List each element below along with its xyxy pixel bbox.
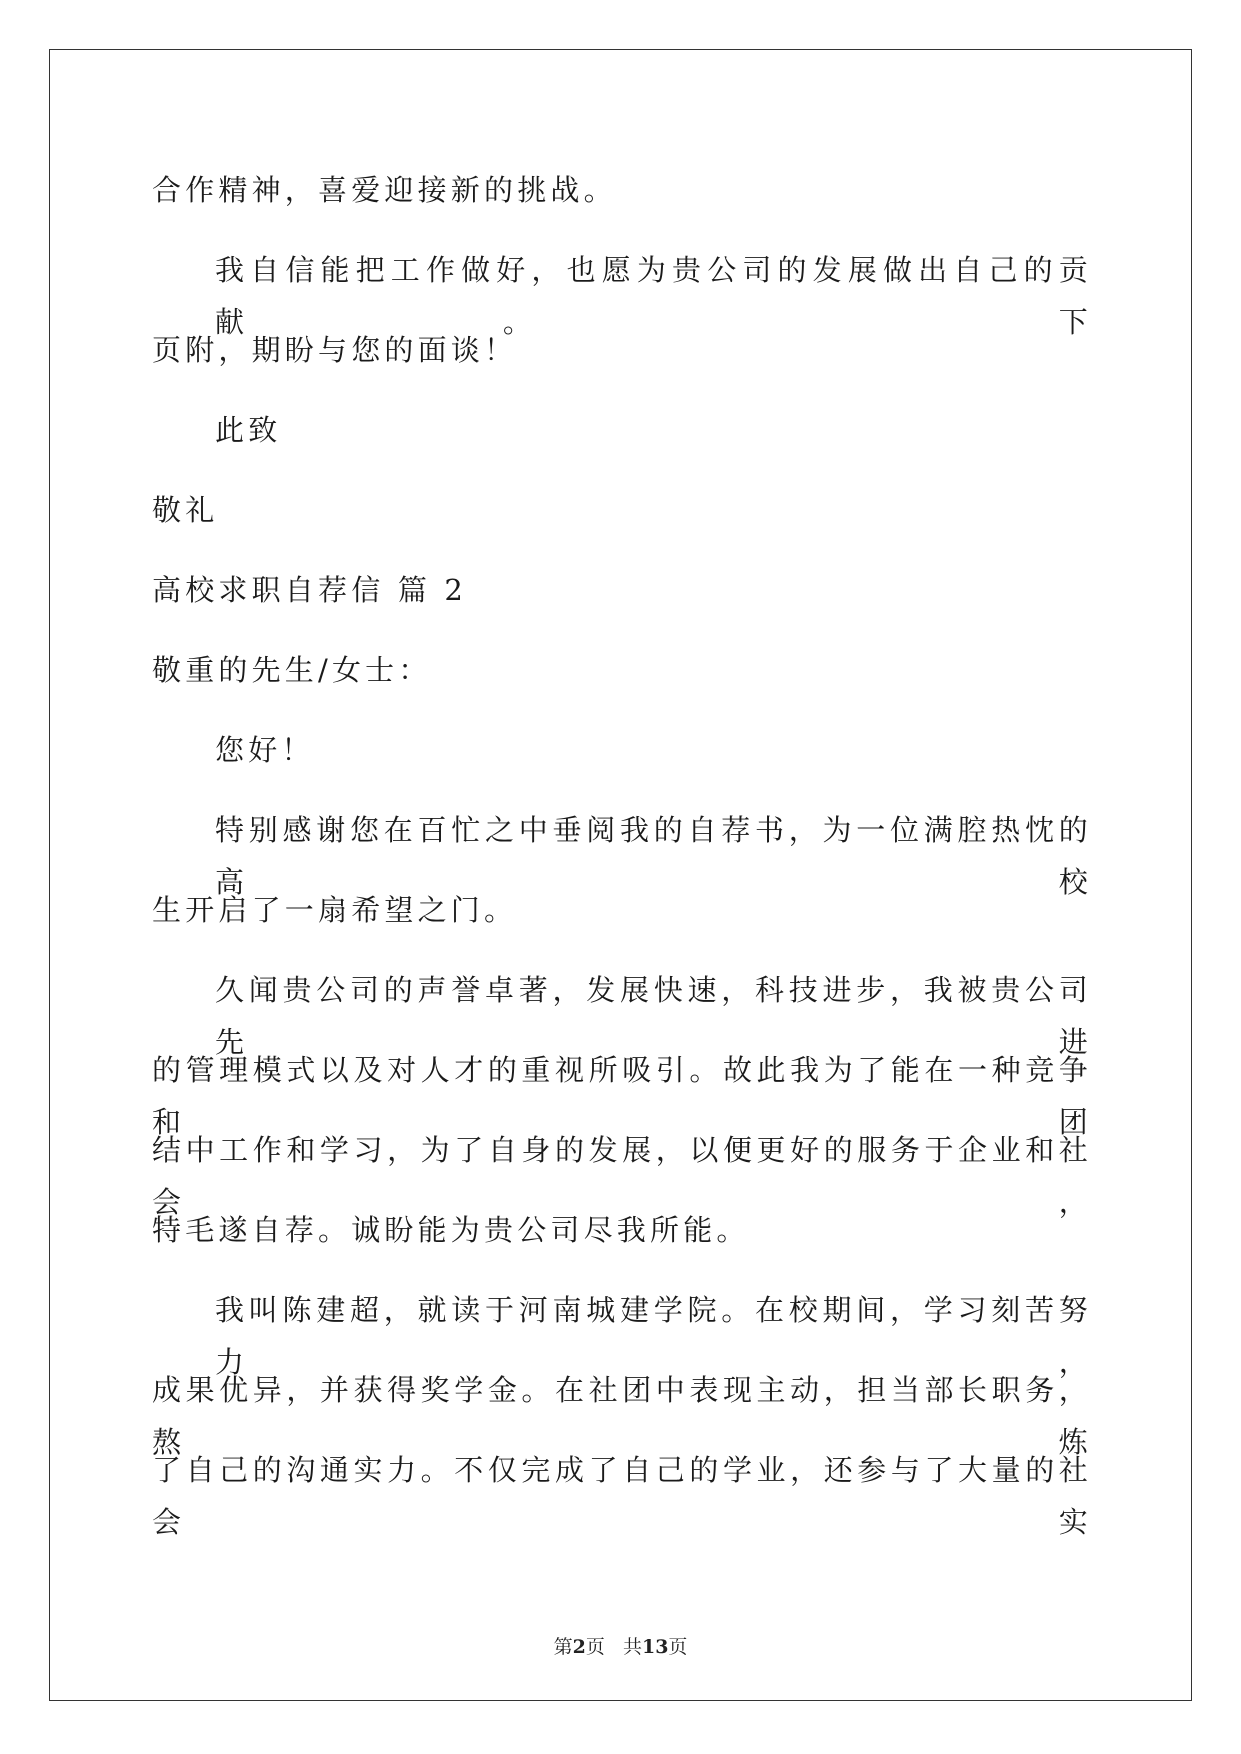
closing-salutation: 此致 bbox=[215, 413, 282, 447]
body-line: 了自己的沟通实力。不仅完成了自己的学业，还参与了大量的社会实 bbox=[152, 1453, 1092, 1539]
letter-hello: 您好！ bbox=[215, 733, 315, 767]
body-line: 结中工作和学习，为了自身的发展，以便更好的服务于企业和社会， bbox=[152, 1133, 1092, 1219]
page-number: 2 bbox=[572, 1636, 586, 1658]
body-line: 久闻贵公司的声誉卓著，发展快速，科技进步，我被贵公司先进 bbox=[215, 973, 1092, 1059]
body-line: 我自信能把工作做好，也愿为贵公司的发展做出自己的贡献。 下 bbox=[215, 253, 1092, 339]
footer-total-suffix: 页 bbox=[668, 1636, 688, 1658]
page-footer bbox=[0, 1632, 1241, 1659]
body-line: 合作精神，喜爱迎接新的挑战。 bbox=[152, 173, 617, 207]
body-line: 特别感谢您在百忙之中垂阅我的自荐书，为一位满腔热忱的高校 bbox=[215, 813, 1092, 899]
footer-total-prefix: 共 bbox=[622, 1636, 642, 1658]
body-line: 页附，期盼与您的面谈！ bbox=[152, 333, 518, 367]
body-line: 特毛遂自荐。诚盼能为贵公司尽我所能。 bbox=[152, 1213, 750, 1247]
body-line: 的管理模式以及对人才的重视所吸引。故此我为了能在一种竞争和团 bbox=[152, 1053, 1092, 1139]
total-pages: 13 bbox=[641, 1636, 669, 1658]
body-line: 我叫陈建超，就读于河南城建学院。在校期间，学习刻苦努力， bbox=[215, 1293, 1092, 1379]
closing-regards: 敬礼 bbox=[152, 493, 219, 527]
footer-page-suffix: 页 bbox=[585, 1636, 605, 1658]
section-heading: 高校求职自荐信 篇 2 bbox=[152, 573, 468, 607]
footer-prefix: 第 bbox=[553, 1636, 573, 1658]
letter-greeting: 敬重的先生/女士： bbox=[152, 653, 432, 687]
body-line: 成果优异，并获得奖学金。在社团中表现主动，担当部长职务，熬炼 bbox=[152, 1373, 1092, 1459]
document-body bbox=[152, 164, 1092, 1539]
body-line: 生开启了一扇希望之门。 bbox=[152, 893, 518, 927]
